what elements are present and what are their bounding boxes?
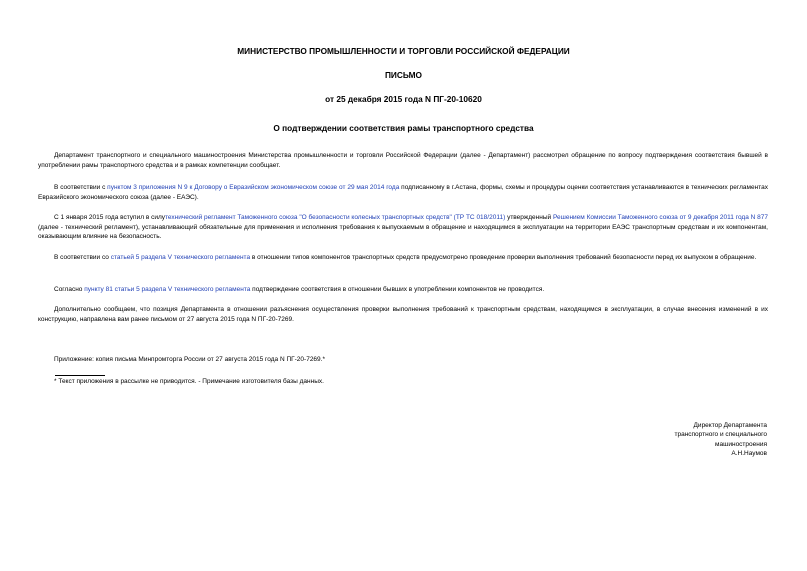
paragraph-3-text-a: С 1 января 2015 года вступил в силу — [54, 214, 166, 221]
paragraph-3 — [38, 213, 768, 242]
paragraph-2-text-a: В соответствии с — [54, 184, 108, 191]
paragraph-4 — [38, 253, 768, 263]
signature-department-cont: машиностроения — [715, 440, 767, 448]
document-date-number: от 25 декабря 2015 года N ПГ-20-10620 — [325, 94, 482, 104]
link-treaty-appendix-9[interactable]: пунктом 3 приложения N 9 к Договору о Евразийском экономическом союзе от 29 мая 2014 года — [107, 184, 400, 191]
paragraph-5-text-b: подтверждение соответствия в отношении бывших в употреблении компонентов не проводится. — [250, 286, 545, 293]
footnote-divider — [55, 375, 105, 376]
paragraph-3-text-c: (далее - технический регламент), устанавливающий обязательные для применения и исполнения требования к выпускаемым в обращение и находящимся в эксплуатации на территории ЕАЭС транспортным средствам и их компонентам, оказывающим влияние на безопасность. — [38, 223, 768, 241]
link-commission-decision-877[interactable]: Решением Комиссии Таможенного союза от 9 декабря 2011 года N 877 — [552, 214, 768, 221]
link-technical-regulation-tr-ts-018[interactable]: технический регламент Таможенного союза "О безопасности колесных транспортных средств" (ТР ТС 018/2011) — [165, 214, 506, 221]
signature-block — [567, 421, 767, 459]
paragraph-4-text-a: В соответствии со — [54, 254, 111, 261]
footnote: * Текст приложения в рассылке не приводится. - Примечание изготовителя базы данных. — [54, 378, 324, 385]
paragraph-4-text-b: в отношении типов компонентов транспортных средств предусмотрено проведение проверки выполнения требований безопасности перед их выпуском в обращение. — [250, 254, 757, 261]
signature-position: Директор Департамента — [693, 422, 767, 429]
ministry-title: МИНИСТЕРСТВО ПРОМЫШЛЕННОСТИ И ТОРГОВЛИ РОССИЙСКОЙ ФЕДЕРАЦИИ — [237, 46, 570, 56]
link-article-5-section-v[interactable]: статьей 5 раздела V технического регламента — [110, 254, 251, 261]
paragraph-1: Департамент транспортного и специального машиностроения Министерства промышленности и торговли Российской Федерации (далее - Департамент) рассмотрел обращение по вопросу подтверждения соответствия бывшей в употреблении рамы транспортного средства и в рамках компетенции сообщает. — [38, 152, 768, 169]
paragraph-3-text-b: утвержденный — [505, 214, 553, 221]
attachment-note: Приложение: копия письма Минпромторга России от 27 августа 2015 года N ПГ-20-7269.* — [54, 356, 325, 363]
document-type: ПИСЬМО — [384, 70, 423, 80]
paragraph-2-text-b: подписанному в г.Астана, формы, схемы и процедуры оценки соответствия устанавливаются в технических регламентах Евразийского экономического союза (далее - ЕАЭС). — [38, 184, 768, 201]
paragraph-5 — [38, 285, 768, 295]
paragraph-6: Дополнительно сообщаем, что позиция Департамента в отношении разъяснения осуществления проверки выполнения требований к транспортным средствам, находящимся в эксплуатации, в случае внесения изменений в их конструкцию, направлена вам ранее письмом от 27 августа 2015 года N ПГ-20-7269. — [38, 306, 768, 323]
signature-department: транспортного и специального — [674, 431, 767, 439]
paragraph-5-text-a: Согласно — [54, 286, 85, 293]
document-subject: О подтверждении соответствия рамы транспортного средства — [273, 123, 534, 133]
paragraph-2 — [38, 183, 768, 202]
signature-name: А.Н.Наумов — [731, 450, 767, 458]
link-clause-81-article-5[interactable]: пункту 81 статьи 5 раздела V технического регламента — [84, 286, 251, 293]
